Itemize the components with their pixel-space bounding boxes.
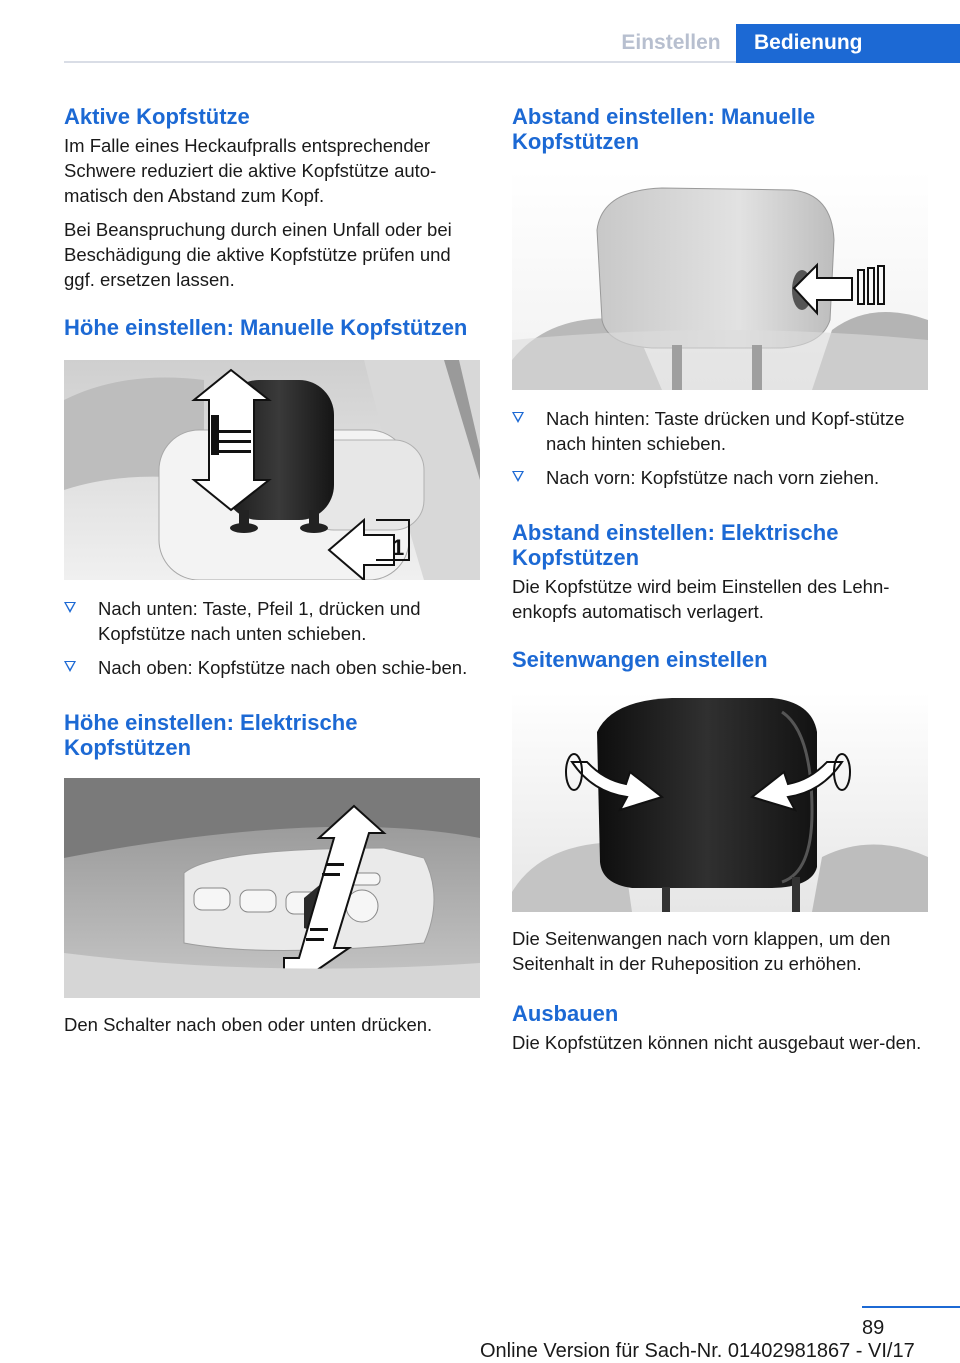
figure-manual-distance-headrest: [512, 170, 928, 390]
bullet-triangle-icon: [64, 602, 76, 613]
section-title-hoehe-manuell: Höhe einstellen: Manuelle Kopfstützen: [64, 315, 468, 340]
list-hoehe-manuell: [64, 596, 482, 680]
paragraph-ausbauen: Die Kopfstützen können nicht ausgebaut wer-den.: [512, 1032, 922, 1053]
section-title-aktive-kopfstuetze: Aktive Kopfstütze: [64, 104, 250, 129]
footer-rule: [862, 1306, 960, 1308]
section-title-seitenwangen: Seitenwangen einstellen: [512, 647, 768, 672]
left-column: [64, 104, 482, 1037]
section-title-abstand-manuell: Abstand einstellen: Manuelle Kopfstützen: [512, 104, 816, 154]
bullet-triangle-icon: [512, 471, 524, 482]
section-title-hoehe-elektrisch: Höhe einstellen: Elektrische Kopfstützen: [64, 710, 358, 760]
list-item: Nach vorn: Kopfstütze nach vorn ziehen.: [512, 465, 930, 490]
bullet-triangle-icon: [64, 661, 76, 672]
tab-einstellen[interactable]: Einstellen: [621, 31, 721, 54]
list-item: Nach unten: Taste, Pfeil 1, drücken und Kopfstütze nach unten schieben.: [64, 596, 482, 646]
paragraph-hoehe-elektrisch: Den Schalter nach oben oder unten drücken.: [64, 1014, 433, 1035]
paragraph-seitenwangen: Die Seitenwangen nach vorn klappen, um den Seitenhalt in der Ruheposition zu erhöhen.: [512, 928, 891, 974]
paragraph-abstand-elektrisch: Die Kopfstütze wird beim Einstellen des Lehn-enkopfs automatisch verlagert.: [512, 576, 890, 622]
list-item: Nach hinten: Taste drücken und Kopf-stütze nach hinten schieben.: [512, 406, 930, 456]
page-number: 89: [862, 1317, 885, 1339]
figure-manual-height-headrest: [64, 360, 480, 580]
figure-electric-seat-switch: [64, 778, 480, 998]
bullet-triangle-icon: [512, 412, 524, 423]
paragraph-aktive-1: Im Falle eines Heckaufpralls entsprechender Schwere reduziert die aktive Kopfstütze auto-matisch den Abstand zum Kopf.: [64, 135, 437, 206]
paragraph-aktive-2: Bei Beanspruchung durch einen Unfall oder bei Beschädigung die aktive Kopfstütze prüfen und ggf. ersetzen lassen.: [64, 219, 452, 290]
list-abstand-manuell: [512, 406, 930, 490]
section-title-ausbauen: Ausbauen: [512, 1001, 619, 1026]
right-column: [512, 104, 930, 1055]
online-version-note: Online Version für Sach-Nr. 01402981867 - VI/17: [480, 1340, 915, 1362]
list-item: Nach oben: Kopfstütze nach oben schie-ben.: [64, 655, 482, 680]
section-title-abstand-elektrisch: Abstand einstellen: Elektrische Kopfstützen: [512, 520, 839, 570]
tab-bedienung[interactable]: Bedienung: [736, 24, 960, 63]
figure-label-1: 1: [392, 535, 405, 560]
figure-side-wings-headrest: [512, 692, 928, 912]
